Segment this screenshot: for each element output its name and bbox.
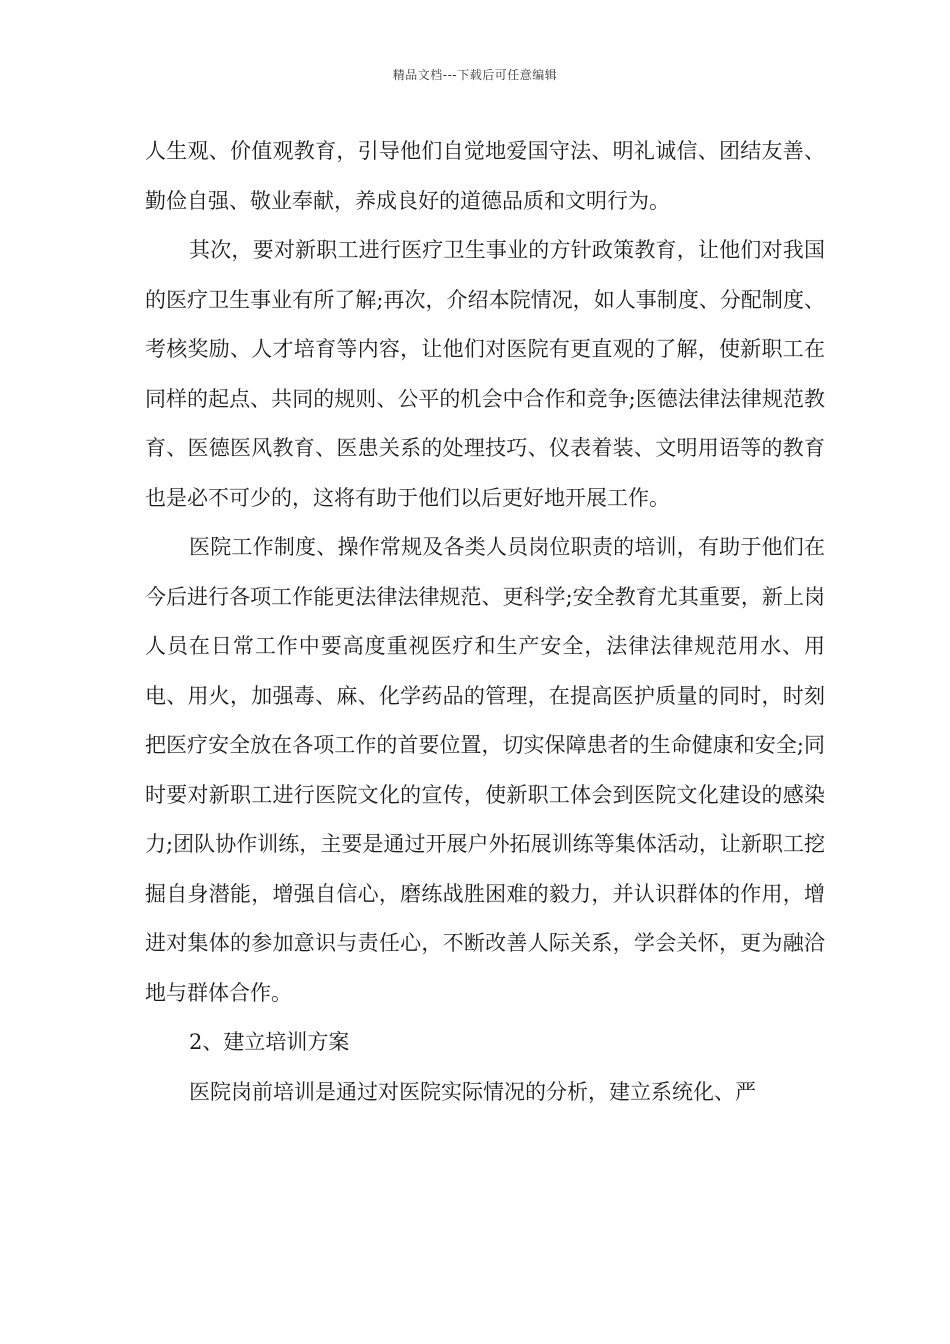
paragraph-hospital-rules-training: 医院工作制度、操作常规及各类人员岗位职责的培训，有助于他们在今后进行各项工作能更法律法律规范、更科学;安全教育尤其重要，新上岗人员在日常工作中要高度重视医疗和生产安全，法律法律规范用水、用电、用火，加强毒、麻、化学药品的管理，在提高医护质量的同时，时刻把医疗安全放在各项工作的首要位置，切实保障患者的生命健康和安全;同时要对新职工进行医院文化的宣传，使新职工体会到医院文化建设的感染力;团队协作训练，主要是通过开展户外拓展训练等集体活动，让新职工挖掘自身潜能，增强自信心，磨练战胜困难的毅力，并认识群体的作用，增进对集体的参加意识与责任心，不断改善人际关系，学会关怀，更为融洽地与群体合作。 [145,535,825,1005]
paragraph-training-plan: 医院岗前培训是通过对医院实际情况的分析，建立系统化、严 [189,1079,756,1104]
paragraph-policy-education: 其次，要对新职工进行医疗卫生事业的方针政策教育，让他们对我国的医疗卫生事业有所了解;再次，介绍本院情况，如人事制度、分配制度、考核奖励、人才培育等内容，让他们对医院有更直观的了解，使新职工在同样的起点、共同的规则、公平的机会中合作和竞争;医德法律法律规范教育、医德医风教育、医患关系的处理技巧、仪表着装、文明用语等的教育也是必不可少的，这将有助于他们以后更好地开展工作。 [145,238,825,510]
document-body [145,127,825,1117]
page-header: 精品文档---下载后可任意编辑 [392,68,558,82]
section-heading: 2、建立培训方案 [189,1030,350,1054]
paragraph-continuation: 人生观、价值观教育，引导他们自觉地爱国守法、明礼诚信、团结友善、勤俭自强、敬业奉献，养成良好的道德品质和文明行为。 [145,139,825,213]
